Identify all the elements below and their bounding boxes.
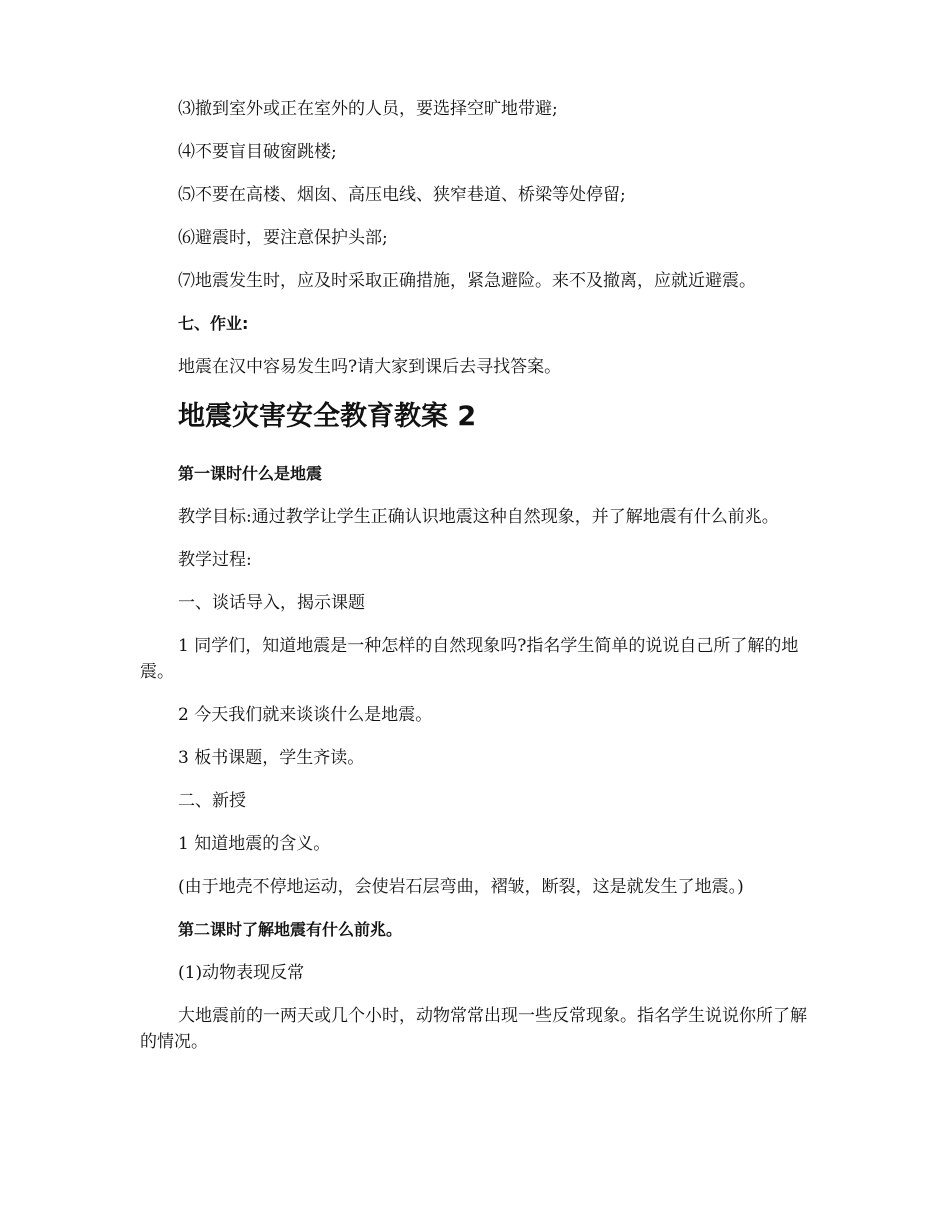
lesson1-new1: 1 知道地震的含义。 [178,834,331,854]
list-item-7: ⑺地震发生时，应及时采取正确措施，紧急避险。来不及撤离，应就近避震。 [178,271,756,291]
lesson2-heading: 第二课时了解地震有什么前兆。 [178,920,403,939]
list-item-6: ⑹避震时，要注意保护头部; [178,228,388,248]
document-body [140,96,812,1072]
lesson1-heading: 第一课时什么是地震 [178,464,323,483]
lesson2-sub1-detail: 大地震前的一两天或几个小时，动物常常出现一些反常现象。指名学生说说你所了解的情况。 [140,1006,807,1052]
list-item-4: ⑷不要盲目破窗跳楼; [178,142,337,162]
homework-text: 地震在汉中容易发生吗?请大家到课后去寻找答案。 [178,357,562,377]
document-title: 地震灾害安全教育教案 2 [178,401,477,432]
lesson1-step1: 1 同学们，知道地震是一种怎样的自然现象吗?指名学生简单的说说自己所了解的地震。 [140,636,799,682]
lesson1-new-heading: 二、新授 [178,791,246,811]
list-item-5: ⑸不要在高楼、烟囱、高压电线、狭窄巷道、桥梁等处停留; [178,185,626,205]
list-item-3: ⑶撤到室外或正在室外的人员，要选择空旷地带避; [178,99,558,119]
homework-heading: 七、作业: [178,314,249,333]
lesson1-process: 教学过程: [178,550,252,570]
lesson1-objective: 教学目标:通过教学让学生正确认识地震这种自然现象，并了解地震有什么前兆。 [178,507,779,527]
lesson1-step3: 3 板书课题，学生齐读。 [178,748,365,768]
lesson2-sub1: (1)动物表现反常 [178,963,305,983]
lesson1-step2: 2 今天我们就来谈谈什么是地震。 [178,705,433,725]
lesson1-new1-detail: (由于地壳不停地运动，会使岩石层弯曲，褶皱，断裂，这是就发生了地震。) [178,877,744,897]
lesson1-intro-heading: 一、谈话导入，揭示课题 [178,593,365,613]
